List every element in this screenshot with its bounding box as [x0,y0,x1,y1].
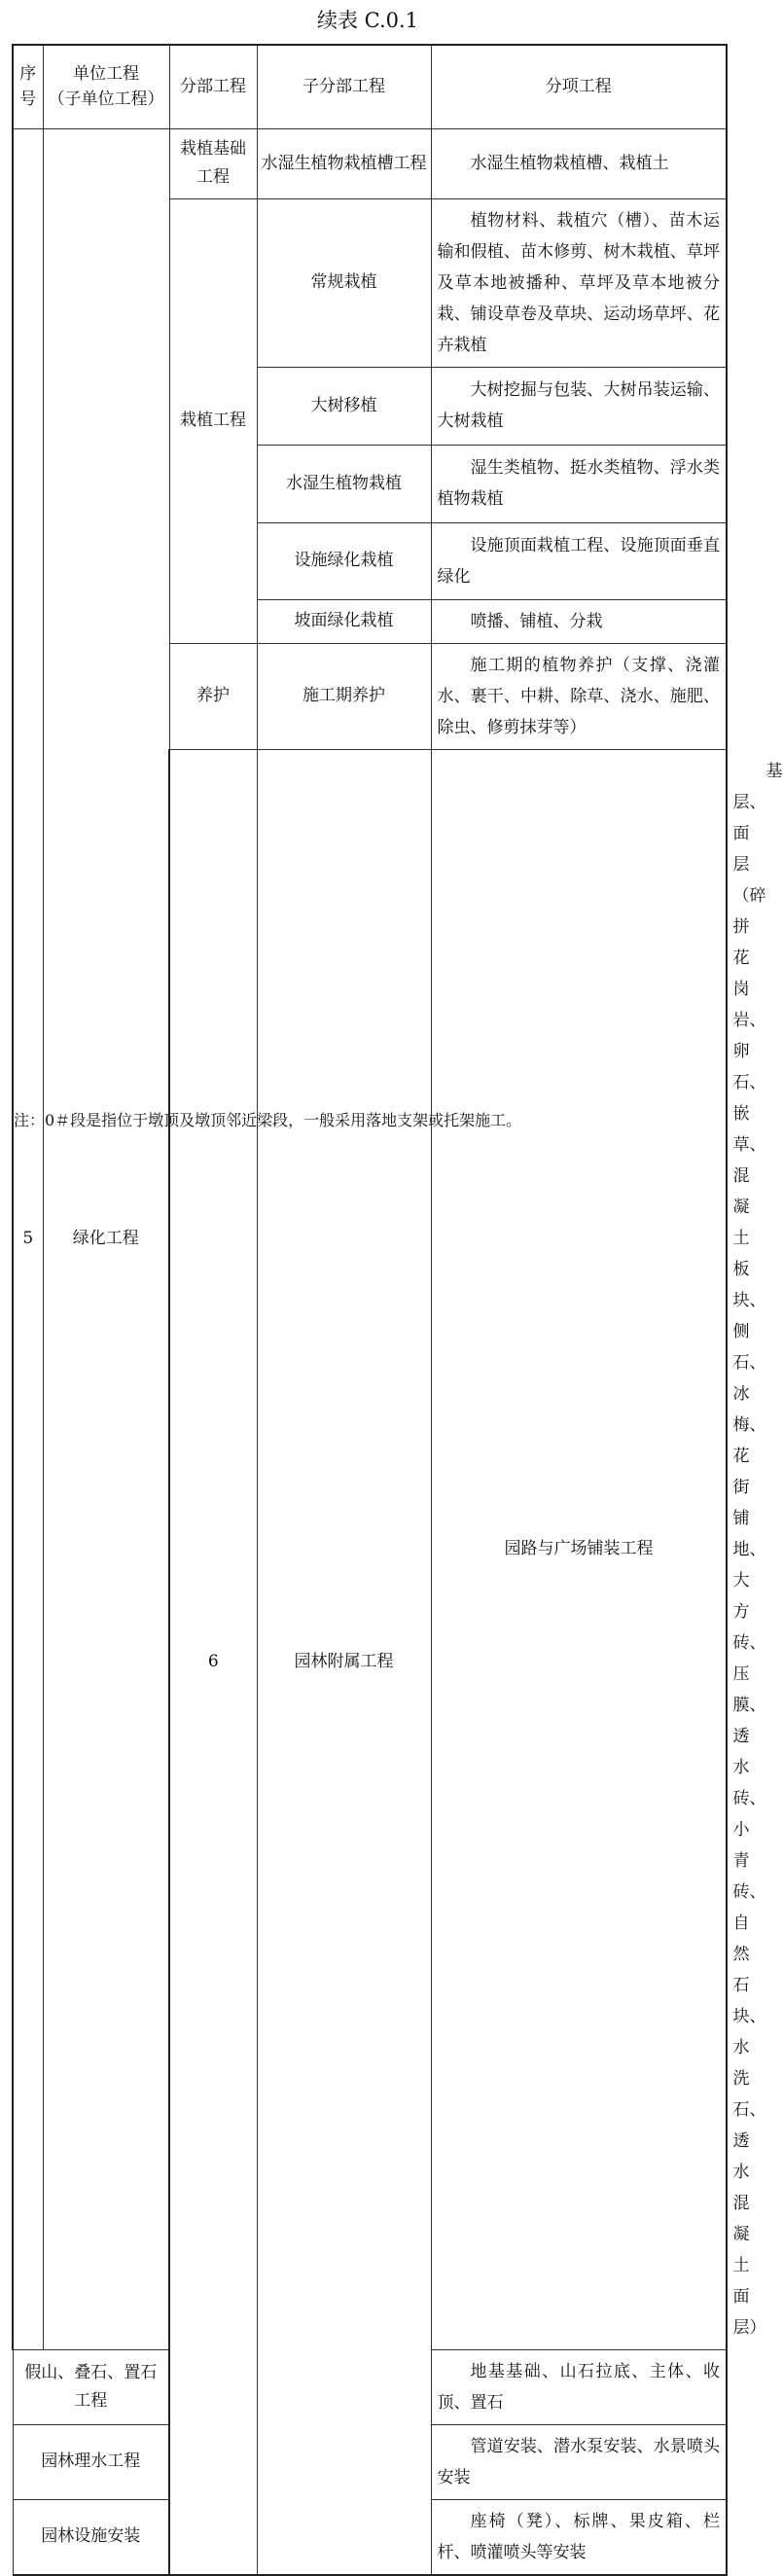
sec6-unit: 园林附属工程 [257,749,431,2575]
sec6-item: 座椅（凳）、标牌、果皮箱、栏杆、喷灌喷头等安装 [431,2499,727,2575]
header-division: 分部工程 [169,45,257,128]
footnote: 注：0＃段是指位于墩顶及墩顶邻近梁段，一般采用落地支架或托架施工。 [14,1111,522,1129]
sec5-planting-subdivision: 设施绿化栽植 [257,522,431,599]
sec5-maintenance-subdivision: 施工期养护 [257,643,431,749]
sec6-division: 园林理水工程 [13,2424,169,2499]
header-unit [43,45,169,128]
header-subdivision: 子分部工程 [257,45,431,128]
sec5-planting-subdivision: 大树移植 [257,367,431,445]
sec5-planting-item: 植物材料、栽植穴（槽）、苗木运输和假植、苗木修剪、树木栽植、草坪及草本地被播种、草坪及草本地被分栽、铺设草卷及草块、运动场草坪、花卉栽植 [431,198,727,367]
sec6-no: 6 [169,749,257,2575]
sec5-planting-item: 设施顶面栽植工程、设施顶面垂直绿化 [431,522,727,599]
table-row [13,128,727,198]
header-unit-line1: 单位工程 [73,64,139,85]
sec5-planting-subdivision: 水湿生植物栽植 [257,445,431,522]
header-item: 分项工程 [431,45,727,128]
sec5-maintenance-division: 养护 [169,643,257,749]
engineering-division-table [12,44,783,2576]
sec6-division: 园林设施安装 [13,2499,169,2575]
sec5-base-item: 水湿生植物栽植槽、栽植土 [431,128,727,198]
sec6-item: 地基基础、山石拉底、主体、收顶、置石 [431,2349,727,2424]
sec5-base-division: 栽植基础工程 [169,128,257,198]
sec5-base-subdivision: 水湿生植物栽植槽工程 [257,128,431,198]
header-unit-line2: （子单位工程） [48,89,164,110]
sec5-no: 5 [13,128,43,2349]
header-no: 序号 [13,45,43,128]
sec5-planting-subdivision: 常规栽植 [257,198,431,367]
sec5-planting-division: 栽植工程 [169,198,257,643]
table-title: 续表 C.0.1 [316,9,419,32]
sec5-unit: 绿化工程 [43,128,169,2349]
table-header-row [13,45,727,128]
sec5-maintenance-item: 施工期的植物养护（支撑、浇灌水、裹干、中耕、除草、浇水、施肥、除虫、修剪抹芽等） [431,643,727,749]
sec6-division: 假山、叠石、置石工程 [13,2349,169,2424]
sec5-planting-subdivision: 坡面绿化栽植 [257,599,431,643]
sec6-division: 园路与广场铺装工程 [431,749,727,2349]
table-row: 6 园林附属工程 园路与广场铺装工程 基层、面层（碎拼花岗岩、卵石、嵌草、混凝土板块、侧石、冰梅、花街铺地、大方砖、压膜、透水砖、小青砖、自然石块、水洗石、透水混凝土面层） [13,749,727,2349]
sec5-planting-item: 湿生类植物、挺水类植物、浮水类植物栽植 [431,445,727,522]
sec6-item: 管道安装、潜水泵安装、水景喷头安装 [431,2424,727,2499]
sec5-planting-item: 喷播、铺植、分栽 [431,599,727,643]
sec5-planting-item: 大树挖掘与包装、大树吊装运输、大树栽植 [431,367,727,445]
